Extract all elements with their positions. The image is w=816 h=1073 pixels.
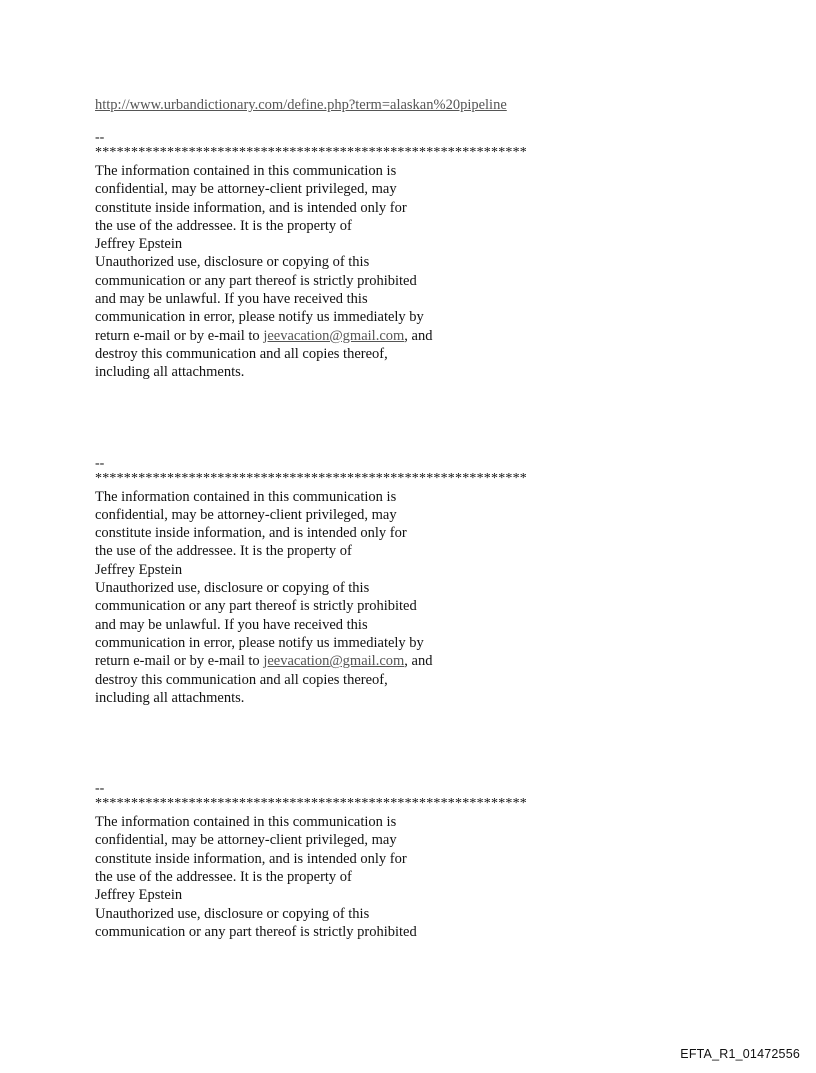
signature-dash: -- <box>95 130 105 145</box>
email-link[interactable]: jeevacation@gmail.com <box>263 653 405 670</box>
disclaimer-line: Unauthorized use, disclosure or copying of this <box>95 254 370 271</box>
disclaimer-line <box>95 652 695 670</box>
disclaimer-line: communication or any part thereof is strictly prohibited <box>95 272 417 289</box>
disclaimer-line: destroy this communication and all copies thereof, <box>95 345 388 362</box>
disclaimer-line: and may be unlawful. If you have received this <box>95 616 368 633</box>
signature-dash: -- <box>95 781 105 797</box>
disclaimer-line: Jeffrey Epstein <box>95 561 183 578</box>
disclaimer-line: communication in error, please notify us immediately by <box>95 309 424 326</box>
disclaimer-line: destroy this communication and all copies thereof, <box>95 671 388 688</box>
asterisk-separator: ************************************************************ <box>95 145 527 160</box>
disclaimer-text: return e-mail or by e-mail to <box>95 327 264 344</box>
disclaimer-text: , and <box>404 653 433 670</box>
disclaimer-line: The information contained in this communication is <box>95 488 397 505</box>
document-id-footer: EFTA_R1_01472556 <box>680 1047 800 1061</box>
disclaimer-text: , and <box>404 327 433 344</box>
email-link[interactable]: jeevacation@gmail.com <box>263 327 405 344</box>
document-body <box>95 96 695 941</box>
disclaimer-line: Unauthorized use, disclosure or copying of this <box>95 580 370 597</box>
disclaimer-line: the use of the addressee. It is the property of <box>95 217 352 234</box>
disclaimer-line <box>95 327 695 345</box>
disclaimer-line: The information contained in this communication is <box>95 814 397 831</box>
disclaimer-line: the use of the addressee. It is the property of <box>95 869 352 886</box>
disclaimer-line: The information contained in this communication is <box>95 163 397 179</box>
disclaimer-line: and may be unlawful. If you have received this <box>95 291 368 308</box>
disclaimer-line: constitute inside information, and is intended only for <box>95 199 407 216</box>
asterisk-separator: ************************************************************ <box>95 796 527 812</box>
disclaimer-line: confidential, may be attorney-client privileged, may <box>95 506 397 523</box>
disclaimer-line: Unauthorized use, disclosure or copying of this <box>95 905 370 922</box>
disclaimer-line: the use of the addressee. It is the property of <box>95 543 352 560</box>
disclaimer-block-1 <box>95 132 695 382</box>
disclaimer-block-2 <box>95 455 695 708</box>
asterisk-separator: ************************************************************ <box>95 470 527 486</box>
disclaimer-line: constitute inside information, and is intended only for <box>95 525 407 542</box>
disclaimer-line: communication in error, please notify us immediately by <box>95 634 424 651</box>
disclaimer-line: including all attachments. <box>95 364 245 381</box>
signature-dash: -- <box>95 455 105 471</box>
disclaimer-line: communication or any part thereof is strictly prohibited <box>95 598 417 615</box>
disclaimer-line: confidential, may be attorney-client privileged, may <box>95 832 397 849</box>
url-link[interactable]: http://www.urbandictionary.com/define.php?term=alaskan%20pipeline <box>95 97 507 113</box>
disclaimer-line: Jeffrey Epstein <box>95 236 183 253</box>
disclaimer-line: including all attachments. <box>95 689 245 706</box>
disclaimer-line: Jeffrey Epstein <box>95 887 183 904</box>
disclaimer-line: confidential, may be attorney-client privileged, may <box>95 181 397 198</box>
disclaimer-line: communication or any part thereof is strictly prohibited <box>95 923 417 940</box>
disclaimer-block-3 <box>95 783 695 941</box>
disclaimer-text: return e-mail or by e-mail to <box>95 653 264 670</box>
disclaimer-line: constitute inside information, and is intended only for <box>95 850 407 867</box>
